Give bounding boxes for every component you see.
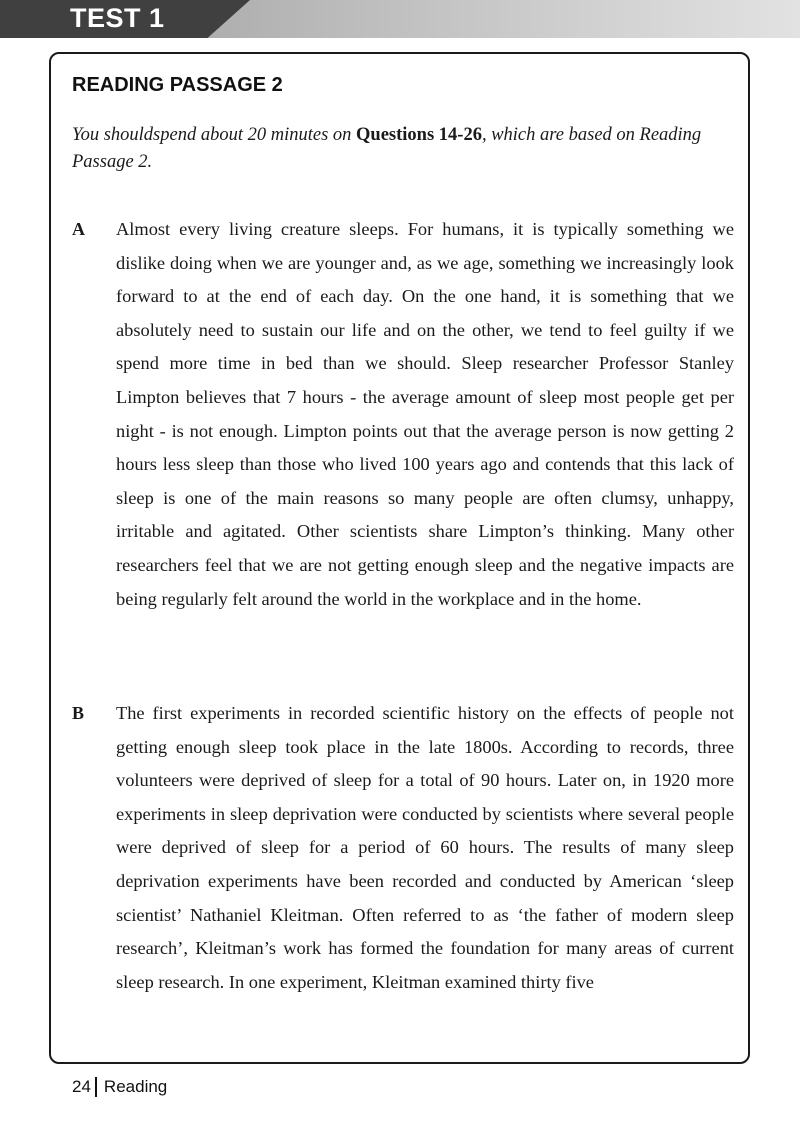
paragraph-letter: A: [72, 219, 85, 239]
instructions-text-end: , which are based on Reading Passage 2.: [72, 125, 702, 172]
page-number: 24: [72, 1077, 91, 1096]
paragraph-letter: B: [72, 703, 85, 723]
test-label: TEST 1: [70, 3, 165, 33]
section-name: Reading: [103, 1077, 168, 1096]
instructions: [72, 122, 732, 176]
passage-title: READING PASSAGE 2: [72, 74, 283, 96]
paragraph-text: The first experiments in recorded scientific history on the effects of people not getting enough sleep took place in the late 1800s. According to records, three volunteers were deprived of sleep for a total of 90 hours. Later on, in 1920 more experiments in sleep deprivation were conducted by scientists where several people were deprived of sleep for a period of 60 hours. The results of many sleep deprivation experiments have been recorded and conducted by American ‘sleep scientist’ Nathaniel Kleitman. Often referred to as ‘the father of modern sleep research’, Kleitman’s work has formed the foundation for many areas of current sleep research. In one experiment, Kleitman examined thirty five: [116, 703, 734, 992]
instructions-text: You shouldspend about 20 minutes on: [72, 125, 357, 145]
footer-divider: [95, 1077, 97, 1097]
instructions-questions: Questions 14-26: [356, 125, 482, 145]
page-footer: [72, 1077, 167, 1097]
paragraph-text: Almost every living creature sleeps. For humans, it is typically something we dislike doing when we are younger and, as we age, something we increasingly look forward to at the end of each day. On the one hand, it is something that we absolutely need to sustain our life and on the other, we tend to feel guilty if we spend more time in bed than we should. Sleep researcher Professor Stanley Limpton believes that 7 hours - the average amount of sleep most people get per night - is not enough. Limpton points out that the average person is now getting 2 hours less sleep than those who lived 100 years ago and contends that this lack of sleep is one of the main reasons so many people are often clumsy, unhappy, irritable and agitated. Other scientists share Limpton’s thinking. Many other researchers feel that we are not getting enough sleep and the negative impacts are being regularly felt around the world in the workplace and in the home.: [116, 219, 734, 609]
